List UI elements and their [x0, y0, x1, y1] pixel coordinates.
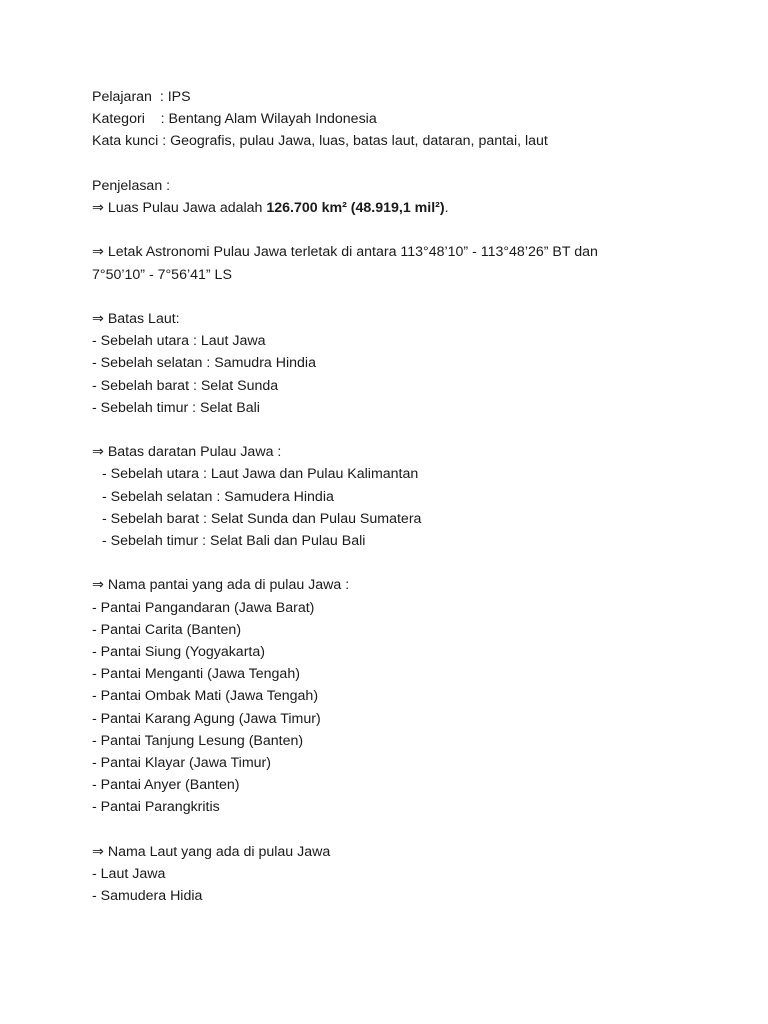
spacer [92, 552, 732, 574]
sea-border-item: - Sebelah barat : Selat Sunda [92, 377, 279, 394]
sea-border-item: - Sebelah timur : Selat Bali [92, 399, 260, 416]
sea-borders-title: ⇒ Batas Laut: [92, 310, 180, 327]
spacer [92, 419, 732, 441]
explanation-label: Penjelasan : [92, 177, 171, 194]
area-value: 126.700 km² (48.919,1 mil²) [266, 200, 445, 216]
astronomy-line-1: ⇒ Letak Astronomi Pulau Jawa terletak di antara 113°48’10” - 113°48’26” BT dan [92, 244, 598, 261]
spacer [92, 819, 732, 841]
beach-item: - Pantai Siung (Yogyakarta) [92, 644, 265, 660]
land-border-item: - Sebelah utara : Laut Jawa dan Pulau Kalimantan [102, 466, 419, 483]
beaches-title: ⇒ Nama pantai yang ada di pulau Jawa : [92, 577, 350, 594]
beach-item: - Pantai Klayar (Jawa Timur) [92, 755, 271, 772]
category-line: Kategori : Bentang Alam Wilayah Indonesia [92, 111, 377, 128]
area-line [92, 197, 732, 219]
beach-item: - Pantai Pangandaran (Jawa Barat) [92, 599, 315, 616]
beach-item: - Pantai Anyer (Banten) [92, 777, 240, 794]
astronomy-line-2: 7°50’10” - 7°56’41” LS [92, 266, 232, 283]
keywords-line: Kata kunci : Geografis, pulau Jawa, luas, batas laut, dataran, pantai, laut [92, 133, 548, 150]
land-border-item: - Sebelah barat : Selat Sunda dan Pulau Sumatera [102, 510, 422, 527]
spacer [92, 286, 732, 308]
sea-item: - Samudera Hidia [92, 888, 203, 905]
beach-item: - Pantai Parangkritis [92, 799, 220, 816]
spacer [92, 219, 732, 241]
land-borders-title: ⇒ Batas daratan Pulau Jawa : [92, 444, 282, 461]
subject-line: Pelajaran : IPS [92, 89, 191, 105]
area-prefix: ⇒ Luas Pulau Jawa adalah [92, 200, 267, 216]
beach-item: - Pantai Tanjung Lesung (Banten) [92, 732, 304, 749]
beach-item: - Pantai Carita (Banten) [92, 621, 242, 638]
beach-item: - Pantai Ombak Mati (Jawa Tengah) [92, 688, 319, 705]
seas-title: ⇒ Nama Laut yang ada di pulau Jawa [92, 843, 331, 860]
land-border-item: - Sebelah selatan : Samudera Hindia [102, 488, 334, 505]
beach-item: - Pantai Menganti (Jawa Tengah) [92, 666, 300, 683]
sea-item: - Laut Jawa [92, 866, 166, 883]
document-page [92, 86, 732, 907]
land-border-item: - Sebelah timur : Selat Bali dan Pulau Bali [102, 533, 366, 549]
beach-item: - Pantai Karang Agung (Jawa Timur) [92, 710, 321, 727]
area-suffix: . [444, 200, 449, 216]
spacer [92, 153, 732, 175]
sea-border-item: - Sebelah selatan : Samudra Hindia [92, 355, 316, 372]
sea-border-item: - Sebelah utara : Laut Jawa [92, 333, 266, 350]
